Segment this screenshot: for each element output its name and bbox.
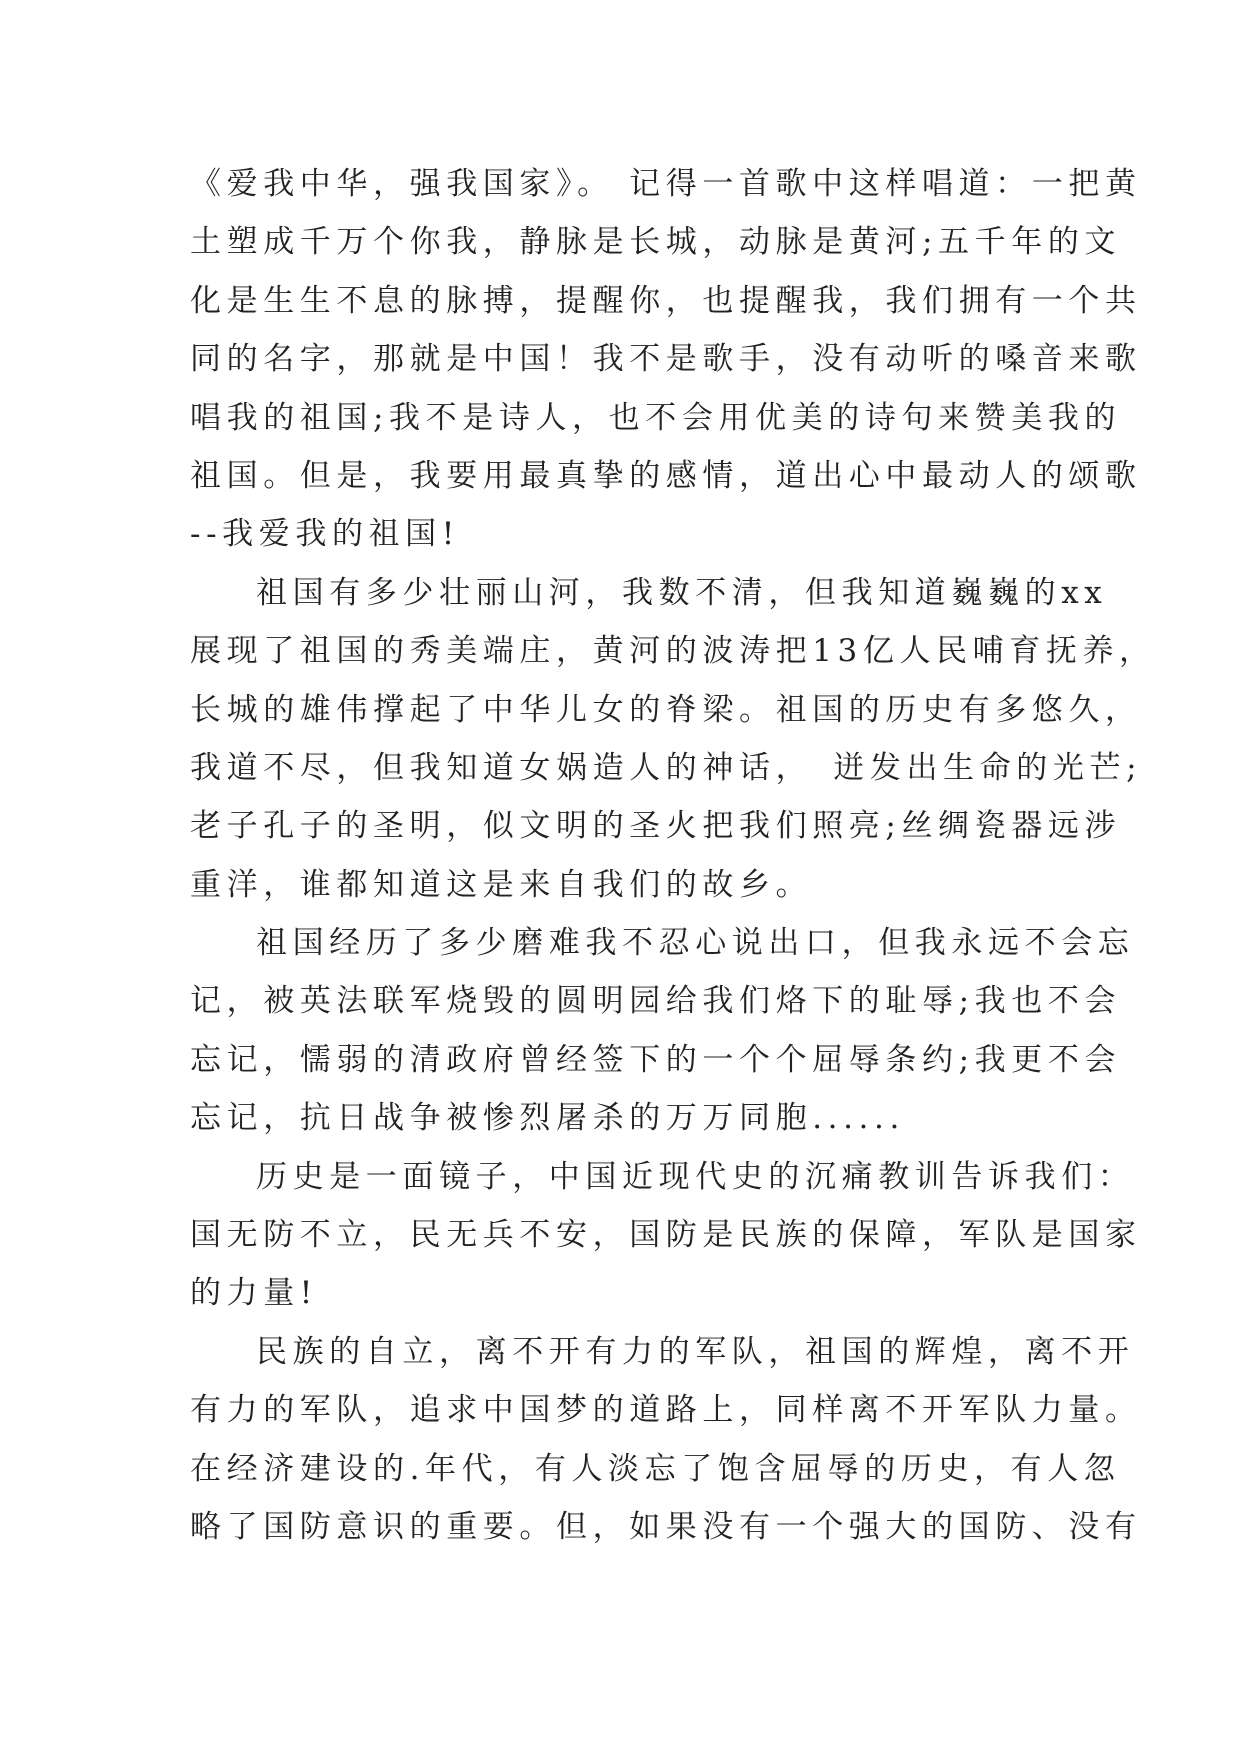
text-line: 历史是一面镜子，中国近现代史的沉痛教训告诉我们： <box>256 1158 1135 1195</box>
text-line: 祖国。但是，我要用最真挚的感情，道出心中最动人的颂歌 <box>190 457 1142 494</box>
text-line: --我爱我的祖国! <box>190 516 460 553</box>
text-line: 祖国经历了多少磨难我不忍心说出口，但我永远不会忘 <box>256 925 1135 962</box>
text-line: 展现了祖国的秀美端庄，黄河的波涛把13亿人民哺育抚养， <box>190 633 1156 670</box>
text-line: 略了国防意识的重要。但，如果没有一个强大的国防、没有 <box>190 1508 1142 1545</box>
text-line: 《爱我中华，强我国家》。 记得一首歌中这样唱道：一把黄 <box>190 166 1142 202</box>
text-line: 国无防不立，民无兵不安，国防是民族的保障，军队是国家 <box>190 1217 1142 1254</box>
text-line: 在经济建设的.年代，有人淡忘了饱含屈辱的历史，有人忽 <box>190 1450 1121 1487</box>
text-line: 唱我的祖国;我不是诗人，也不会用优美的诗句来赞美我的 <box>190 399 1122 436</box>
text-line: 祖国有多少壮丽山河，我数不清，但我知道巍巍的xx <box>256 574 1108 611</box>
document-body <box>190 155 1156 1556</box>
paragraph <box>190 914 1135 1148</box>
text-line: 同的名字，那就是中国！我不是歌手，没有动听的嗓音来歌 <box>190 341 1142 378</box>
paragraph <box>190 1148 1142 1323</box>
text-line: 土塑成千万个你我，静脉是长城，动脉是黄河;五千年的文 <box>190 224 1122 261</box>
text-line: 的力量! <box>190 1275 318 1312</box>
text-line: 老子孔子的圣明，似文明的圣火把我们照亮;丝绸瓷器远涉 <box>190 808 1122 845</box>
paragraph <box>190 1323 1142 1557</box>
text-line: 忘记，抗日战争被惨烈屠杀的万万同胞...... <box>190 1100 905 1137</box>
paragraph <box>190 155 1142 564</box>
text-line: 民族的自立，离不开有力的军队，祖国的辉煌，离不开 <box>256 1333 1135 1370</box>
text-line: 忘记，懦弱的清政府曾经签下的一个个屈辱条约;我更不会 <box>190 1041 1122 1078</box>
text-line: 我道不尽，但我知道女娲造人的神话， 迸发出生命的光芒; <box>190 749 1143 786</box>
text-line: 重洋，谁都知道这是来自我们的故乡。 <box>190 866 813 903</box>
text-line: 长城的雄伟撑起了中华儿女的脊梁。祖国的历史有多悠久， <box>190 691 1142 728</box>
text-line: 化是生生不息的脉搏，提醒你，也提醒我，我们拥有一个共 <box>190 282 1142 319</box>
text-line: 记，被英法联军烧毁的圆明园给我们烙下的耻辱;我也不会 <box>190 983 1122 1020</box>
paragraph <box>190 564 1156 914</box>
text-line: 有力的军队，追求中国梦的道路上，同样离不开军队力量。 <box>190 1392 1142 1429</box>
